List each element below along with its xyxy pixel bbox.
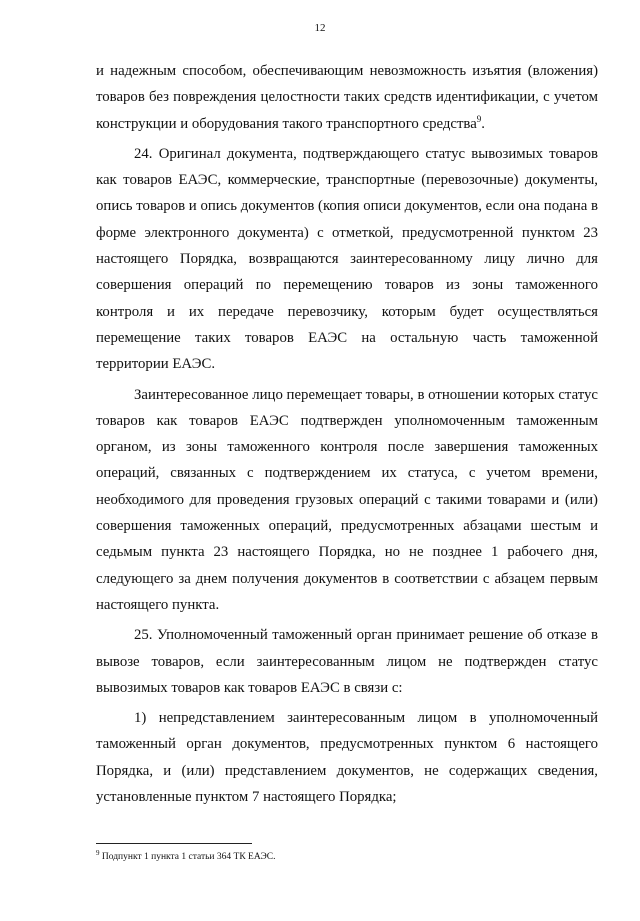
paragraph-text: и надежным способом, обеспечивающим невозможность изъятия (вложения) товаров без повреждения целостности таких средств идентификации, с учетом конструкции и оборудования такого транспортного средства: [96, 63, 598, 132]
footnote: [96, 848, 596, 863]
paragraph-tail: .: [481, 115, 485, 132]
page-number: 12: [314, 22, 326, 34]
document-body: [96, 58, 598, 810]
paragraph-item-25: 25. Уполномоченный таможенный орган принимает решение об отказе в вывозе товаров, если заинтересованным лицом не подтвержден статус вывозимых товаров как товаров ЕАЭС в связи с:: [96, 627, 598, 696]
paragraph-subitem-1: 1) непредставлением заинтересованным лицом в уполномоченный таможенный орган документов, предусмотренных пунктом 6 настоящего Порядка, и (или) представлением документов, не содержащих сведения, установленные пунктом 7 настоящего Порядка;: [96, 710, 598, 806]
paragraph-interested-person: Заинтересованное лицо перемещает товары, в отношении которых статус товаров как товаров ЕАЭС подтвержден уполномоченным таможенным органом, из зоны таможенного контроля после завершения таможенных операций, связанных с подтверждением их статуса, с учетом времени, необходимого для проведения грузовых операций с такими товарами и (или) совершения таможенных операций, предусмотренных абзацами шестым и седьмым пункта 23 настоящего Порядка, но не позднее 1 рабочего дня, следующего за днем получения документов в соответствии с абзацем первым настоящего пункта.: [96, 386, 598, 613]
footnote-text: Подпункт 1 пункта 1 статьи 364 ТК ЕАЭС.: [99, 852, 276, 862]
footnote-reference[interactable]: 9: [476, 113, 482, 124]
paragraph-item-24: 24. Оригинал документа, подтверждающего статус вывозимых товаров как товаров ЕАЭС, коммерческие, транспортные (перевозочные) документы, опись товаров и опись документов (копия описи документов, если она подана в форме электронного документа) с отметкой, предусмотренной пунктом 23 настоящего Порядка, возвращаются заинтересованному лицу лично для совершения операций по перемещению товаров из зоны таможенного контроля и их передаче перевозчику, которым будет осуществляться перемещение таких товаров ЕАЭС на остальную часть таможенной территории ЕАЭС.: [96, 145, 598, 373]
footnote-marker: 9: [96, 848, 100, 857]
paragraph-continuation: [96, 58, 598, 137]
footnote-divider: [96, 843, 252, 844]
